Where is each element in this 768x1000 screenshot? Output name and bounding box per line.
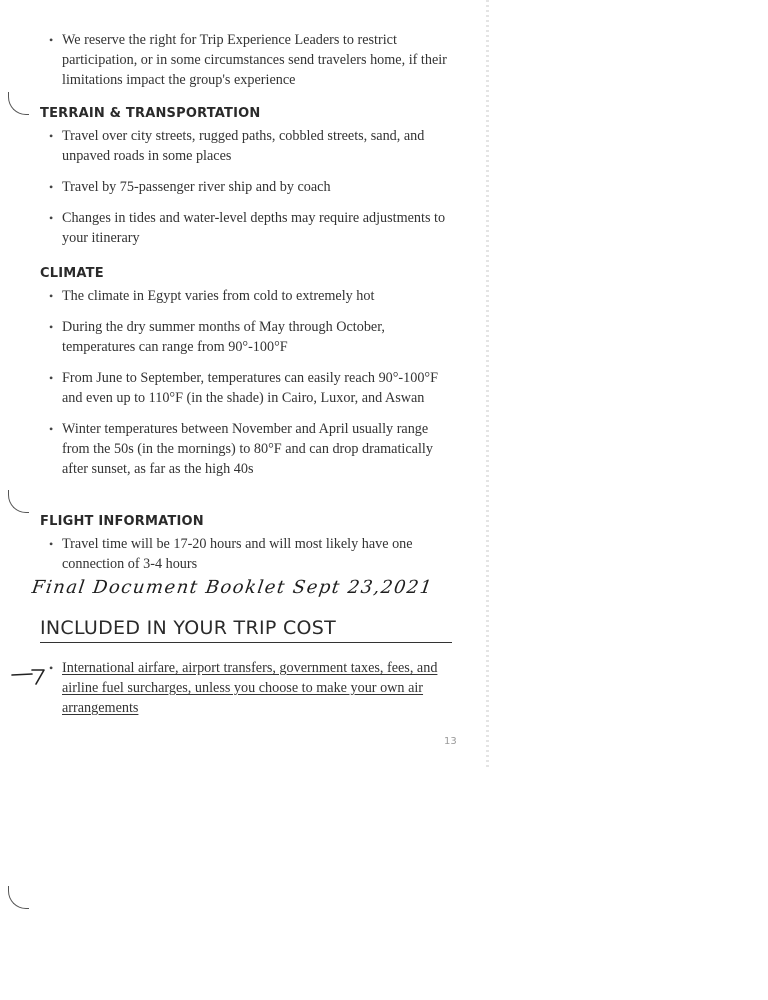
terrain-heading: TERRAIN & TRANSPORTATION xyxy=(40,106,261,121)
list-item: • During the dry summer months of May through October, temperatures can range from 90°-100°F xyxy=(48,317,448,357)
list-item-text: International airfare, airport transfers, government taxes, fees, and airline fuel surcharges, unless you choose to make your own air arrangements xyxy=(62,660,438,716)
hole-punch-mark xyxy=(8,490,29,513)
handwritten-note: Final Document Booklet Sept 23,2021 xyxy=(30,577,435,598)
included-bullet-list xyxy=(48,658,448,729)
terrain-bullet-list xyxy=(48,126,448,259)
climate-heading: CLIMATE xyxy=(40,266,104,281)
list-item: • Travel over city streets, rugged paths, cobbled streets, sand, and unpaved roads in some places xyxy=(48,126,448,166)
list-item: • Changes in tides and water-level depths may require adjustments to your itinerary xyxy=(48,208,448,248)
list-item: • Travel time will be 17-20 hours and will most likely have one connection of 3-4 hours xyxy=(48,534,448,574)
list-item: • The climate in Egypt varies from cold to extremely hot xyxy=(48,286,448,306)
list-item: • We reserve the right for Trip Experience Leaders to restrict participation, or in some circumstances send travelers home, if their limitations impact the group's experience xyxy=(48,30,448,90)
handwritten-arrow-icon xyxy=(10,662,48,688)
intro-bullet-list xyxy=(48,30,448,101)
list-item: • Winter temperatures between November and April usually range from the 50s (in the mornings) to 80°F and can drop dramatically after sunset, as far as the high 40s xyxy=(48,419,448,479)
list-item xyxy=(48,658,448,718)
included-heading: INCLUDED IN YOUR TRIP COST xyxy=(40,617,452,643)
list-item: • Travel by 75-passenger river ship and by coach xyxy=(48,177,448,197)
climate-bullet-list xyxy=(48,286,448,490)
flight-heading: FLIGHT INFORMATION xyxy=(40,514,204,529)
hole-punch-mark xyxy=(8,92,29,115)
hole-punch-mark xyxy=(8,886,29,909)
list-item: • From June to September, temperatures can easily reach 90°-100°F and even up to 110°F (in the shade) in Cairo, Luxor, and Aswan xyxy=(48,368,448,408)
scan-edge-artifact xyxy=(486,0,489,770)
page-number: 13 xyxy=(444,736,457,747)
